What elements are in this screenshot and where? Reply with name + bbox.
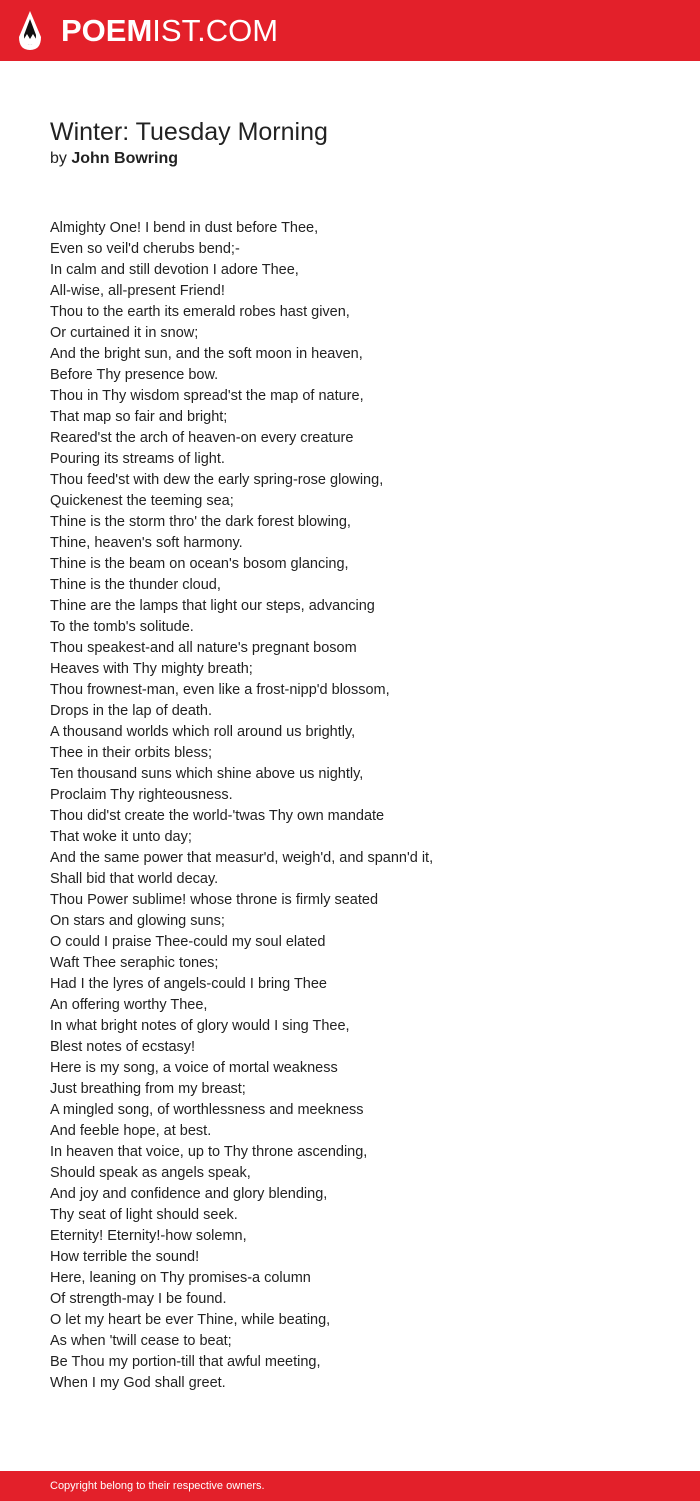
poem-line: Thine is the thunder cloud, <box>50 577 221 593</box>
poem-title: Winter: Tuesday Morning <box>50 118 328 146</box>
poem-line: Before Thy presence bow. <box>50 367 219 383</box>
poem-line: Pouring its streams of light. <box>50 451 225 467</box>
site-brand-link[interactable] <box>61 11 278 51</box>
poem-line: To the tomb's solitude. <box>50 619 194 635</box>
poem-line: An offering worthy Thee, <box>50 997 208 1013</box>
poem-line: On stars and glowing suns; <box>50 913 225 929</box>
site-header <box>0 0 700 61</box>
poem-line: In calm and still devotion I adore Thee, <box>50 262 299 278</box>
poem-line: Ten thousand suns which shine above us nightly, <box>50 766 364 782</box>
poem-line: Thine is the beam on ocean's bosom glancing, <box>50 556 349 572</box>
poem-line: Quickenest the teeming sea; <box>50 493 234 509</box>
poem-line: Thou Power sublime! whose throne is firmly seated <box>50 892 379 908</box>
poem-body <box>50 218 670 1394</box>
poem-line: Thine are the lamps that light our steps, advancing <box>50 598 375 614</box>
poem-line: How terrible the sound! <box>50 1249 200 1265</box>
poem-line: Almighty One! I bend in dust before Thee, <box>50 220 319 236</box>
poem-line: Here is my song, a voice of mortal weakness <box>50 1060 338 1076</box>
poem-line: Blest notes of ecstasy! <box>50 1039 196 1055</box>
poem-line: A thousand worlds which roll around us brightly, <box>50 724 356 740</box>
poem-line: That map so fair and bright; <box>50 409 228 425</box>
poem-line: Thine, heaven's soft harmony. <box>50 535 243 551</box>
site-footer <box>0 1471 700 1501</box>
poem-line: Thou frownest-man, even like a frost-nipp'd blossom, <box>50 682 390 698</box>
poem-line: And the bright sun, and the soft moon in heaven, <box>50 346 363 362</box>
poem-line: That woke it unto day; <box>50 829 192 845</box>
poem-line: Here, leaning on Thy promises-a column <box>50 1270 311 1286</box>
poem-line: When I my God shall greet. <box>50 1375 226 1391</box>
poem-line: Shall bid that world decay. <box>50 871 219 887</box>
poem-line: Thine is the storm thro' the dark forest blowing, <box>50 514 351 530</box>
poem-line: Thou feed'st with dew the early spring-rose glowing, <box>50 472 384 488</box>
poem-line: Thee in their orbits bless; <box>50 745 212 761</box>
poem-line: Reared'st the arch of heaven-on every creature <box>50 430 354 446</box>
poem-line: Drops in the lap of death. <box>50 703 213 719</box>
poem-line: Had I the lyres of angels-could I bring Thee <box>50 976 328 992</box>
brand-light-text: IST.COM <box>152 13 279 48</box>
poem-line: Thy seat of light should seek. <box>50 1207 238 1223</box>
poem-line: In what bright notes of glory would I sing Thee, <box>50 1018 350 1034</box>
poem-line: All-wise, all-present Friend! <box>50 283 225 299</box>
poem-line: Waft Thee seraphic tones; <box>50 955 219 971</box>
poem-line: Heaves with Thy mighty breath; <box>50 661 253 677</box>
poem-line: Thou speakest-and all nature's pregnant bosom <box>50 640 357 656</box>
poem-line: And joy and confidence and glory blending, <box>50 1186 328 1202</box>
poem-line: Thou to the earth its emerald robes hast given, <box>50 304 350 320</box>
poem-line: And the same power that measur'd, weigh'd, and spann'd it, <box>50 850 434 866</box>
poem-line: Just breathing from my breast; <box>50 1081 246 1097</box>
poem-line: Of strength-may I be found. <box>50 1291 227 1307</box>
poem-line: A mingled song, of worthlessness and meekness <box>50 1102 364 1118</box>
poem-line: O could I praise Thee-could my soul elated <box>50 934 326 950</box>
poem-line: Thou did'st create the world-'twas Thy own mandate <box>50 808 385 824</box>
poem-line: As when 'twill cease to beat; <box>50 1333 232 1349</box>
poem-line: Eternity! Eternity!-how solemn, <box>50 1228 247 1244</box>
poem-line: O let my heart be ever Thine, while beating, <box>50 1312 331 1328</box>
poem-byline <box>50 148 178 170</box>
pencil-mark-icon[interactable] <box>17 10 43 51</box>
poem-line: And feeble hope, at best. <box>50 1123 212 1139</box>
poem-line: Even so veil'd cherubs bend;- <box>50 241 240 257</box>
copyright-text: Copyright belong to their respective owners. <box>50 1480 265 1492</box>
author-name: John Bowring <box>71 150 179 167</box>
brand-bold-text: POEM <box>61 13 153 48</box>
poem-line: Be Thou my portion-till that awful meeting, <box>50 1354 321 1370</box>
by-label: by <box>50 150 67 167</box>
poem-line: Thou in Thy wisdom spread'st the map of nature, <box>50 388 364 404</box>
poem-line: Should speak as angels speak, <box>50 1165 251 1181</box>
poem-line: Or curtained it in snow; <box>50 325 199 341</box>
poem-line: In heaven that voice, up to Thy throne ascending, <box>50 1144 368 1160</box>
poem-line: Proclaim Thy righteousness. <box>50 787 233 803</box>
